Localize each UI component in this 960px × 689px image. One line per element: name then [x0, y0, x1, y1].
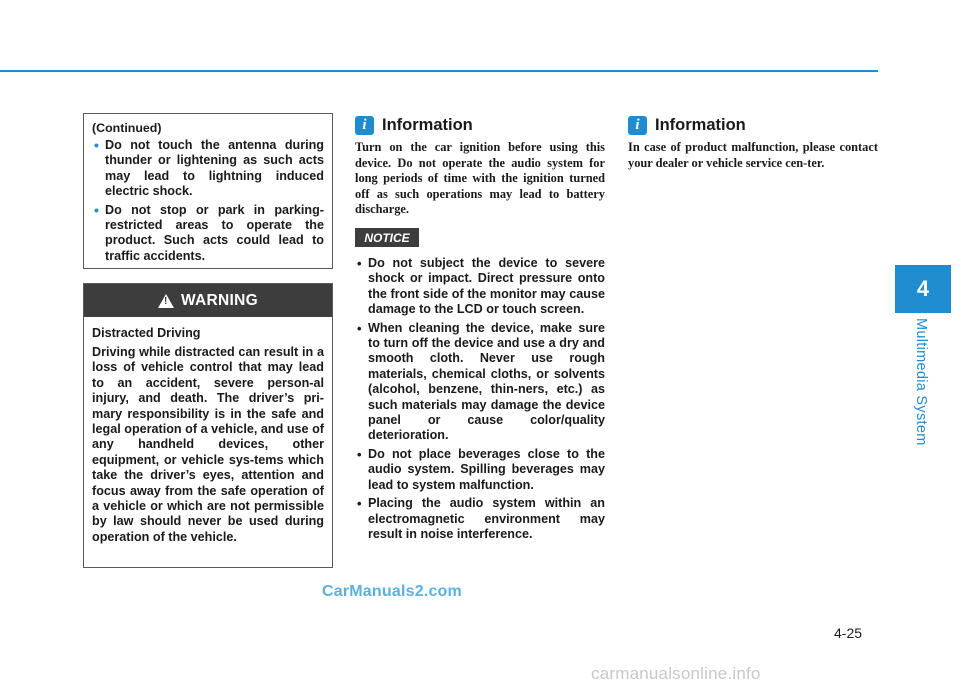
list-item: • Do not touch the antenna during thunder or lightening as such acts may lead to lightning induced electric shock.: [92, 138, 324, 200]
chapter-tab[interactable]: [895, 265, 951, 313]
list-item: • When cleaning the device, make sure to turn off the device and use a dry and smooth cloth. Never use rough materials, chemical cloths, or solvents (alcohol, benzene, thin-ners, etc.) as such materials may damage the device panel or cause color/quality deterioration.: [355, 321, 605, 444]
list-item: • Do not stop or park in parking-restricted areas to operate the product. Such acts could lead to traffic accidents.: [92, 203, 324, 265]
continued-box: [83, 113, 333, 269]
notice-list: [355, 256, 605, 545]
info-title: Information: [382, 116, 473, 134]
info-title: Information: [655, 116, 746, 134]
warning-label: WARNING: [180, 291, 258, 309]
continued-list: [92, 138, 324, 264]
chapter-title: Multimedia System: [913, 318, 929, 446]
warning-text: Driving while distracted can result in a loss of vehicle control that may lead to an accident, severe person-al injury, and death. The driver’s pri-mary responsibility is in the safe and legal operation of a vehicle, and use of any handheld devices, other equipment, or vehicle sys-tems which take the driver’s eyes, attention and focus away from the safe operation of a vehicle or which are not permissible by law should never be used during operation of the vehicle.: [92, 345, 324, 544]
warning-subtitle: Distracted Driving: [92, 326, 201, 340]
page-number: 4-25: [834, 625, 863, 641]
footer-site-link[interactable]: carmanualsonline.info: [591, 664, 761, 683]
notice-badge: NOTICE: [355, 228, 419, 247]
top-rule: [0, 70, 878, 72]
warning-header: [84, 284, 332, 317]
warning-body: [84, 317, 332, 545]
warning-box: [83, 283, 333, 568]
continued-heading: (Continued): [92, 121, 162, 135]
info-icon: i: [628, 116, 647, 135]
info-text-middle: Turn on the car ignition before using this device. Do not operate the audio system for long periods of time with the ignition turned off as such operations may lead to battery discharge.: [355, 140, 605, 217]
chapter-number: 4: [916, 276, 930, 301]
info-heading-right: [628, 116, 746, 135]
watermark-link[interactable]: CarManuals2.com: [322, 583, 462, 600]
list-item: • Placing the audio system within an electromagnetic environment may result in noise interference.: [355, 496, 605, 542]
info-text-right: In case of product malfunction, please contact your dealer or vehicle service cen-ter.: [628, 140, 878, 170]
list-item: • Do not subject the device to severe shock or impact. Direct pressure onto the front side of the monitor may cause damage to the LCD or touch screen.: [355, 256, 605, 318]
warning-triangle-icon: [158, 294, 174, 308]
info-heading-middle: [355, 116, 473, 135]
info-icon: i: [355, 116, 374, 135]
list-item: • Do not place beverages close to the audio system. Spilling beverages may lead to system malfunction.: [355, 447, 605, 493]
